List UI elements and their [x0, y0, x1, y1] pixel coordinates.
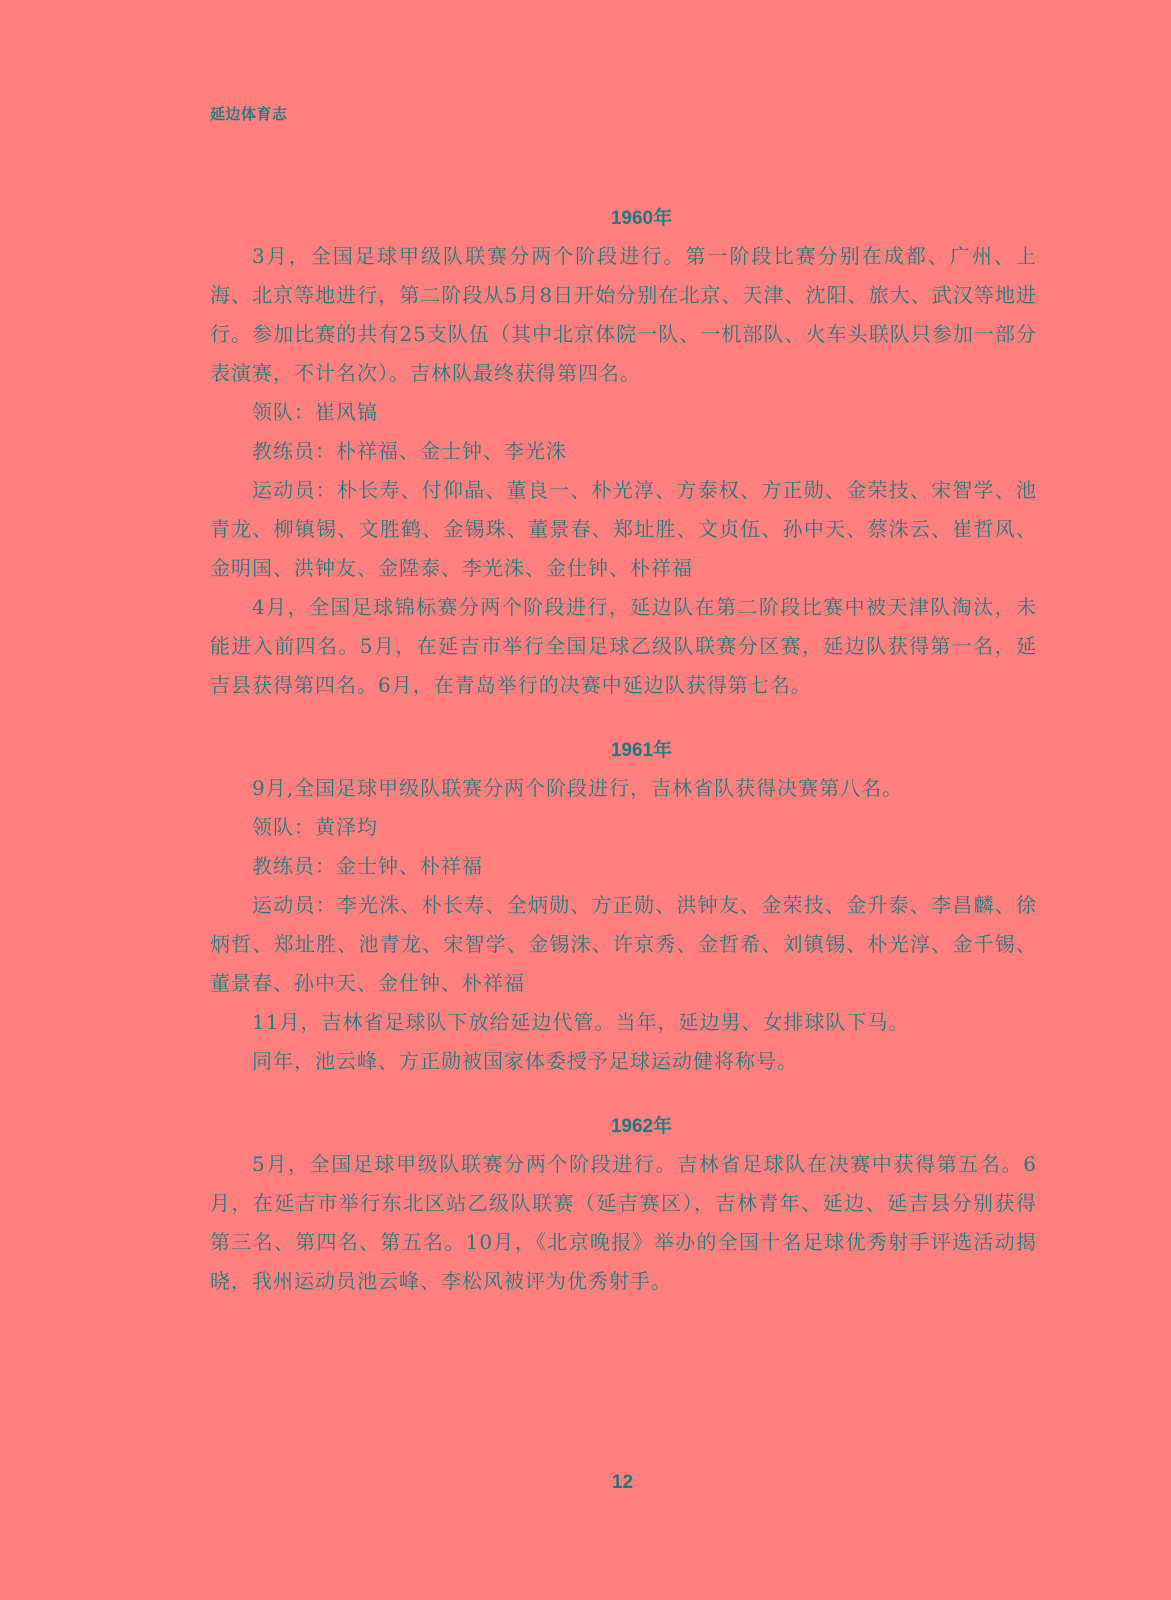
paragraph: 领队：黄泽均: [252, 815, 378, 839]
paragraph: 同年，池云峰、方正勋被国家体委授予足球运动健将称号。: [252, 1049, 798, 1073]
page-number: 12: [611, 1472, 634, 1493]
paragraph: 3月，全国足球甲级队联赛分两个阶段进行。第一阶段比赛分别在成都、广州、上海、北京等地进行，第二阶段从5月8日开始分别在北京、天津、沈阳、旅大、武汉等地进行。参加比赛的共有25支队伍（其中北京体院一队、一机部队、火车头联队只参加一部分表演赛，不计名次）。吉林队最终获得第四名。: [210, 244, 1037, 385]
paragraph: 教练员：金士钟、朴祥福: [252, 854, 483, 878]
year-heading: 1961年: [610, 740, 673, 761]
paragraph: 11月，吉林省足球队下放给延边代管。当年，延边男、女排球队下马。: [252, 1010, 910, 1034]
section-1960: [210, 203, 1037, 705]
section-1962: [210, 1111, 1037, 1301]
paragraph: 运动员：李光洙、朴长寿、全炳勋、方正勋、洪钟友、金荣技、金升泰、李昌麟、徐炳哲、郑址胜、池青龙、宋智学、金锡洙、许京秀、金哲希、刘镇锡、朴光淳、金千锡、董景春、孙中天、金仕钟、朴祥福: [210, 893, 1037, 995]
paragraph: 领队：崔风镐: [252, 400, 378, 424]
section-1961: [210, 735, 1037, 1081]
paragraph: 4月，全国足球锦标赛分两个阶段进行，延边队在第二阶段比赛中被天津队淘汰，未能进入前四名。5月，在延吉市举行全国足球乙级队联赛分区赛，延边队获得第一名，延吉县获得第四名。6月，在青岛举行的决赛中延边队获得第七名。: [210, 595, 1037, 697]
page-body: [210, 203, 1037, 1331]
year-heading: 1962年: [610, 1116, 673, 1137]
running-header: 延边体育志: [210, 105, 288, 123]
paragraph: 9月,全国足球甲级队联赛分两个阶段进行，吉林省队获得决赛第八名。: [252, 776, 904, 800]
paragraph: 运动员：朴长寿、付仰晶、董良一、朴光淳、方泰权、方正勋、金荣技、宋智学、池青龙、柳镇锡、文胜鹤、金锡珠、董景春、郑址胜、文贞伍、孙中天、蔡洙云、崔哲风、金明国、洪钟友、金陞泰、李光洙、金仕钟、朴祥福: [210, 478, 1037, 580]
paragraph: 5月，全国足球甲级队联赛分两个阶段进行。吉林省足球队在决赛中获得第五名。6月，在延吉市举行东北区站乙级队联赛（延吉赛区），吉林青年、延边、延吉县分别获得第三名、第四名、第五名。10月，《北京晚报》举办的全国十名足球优秀射手评选活动揭晓，我州运动员池云峰、李松风被评为优秀射手。: [210, 1152, 1037, 1293]
paragraph: 教练员：朴祥福、金士钟、李光洙: [252, 439, 567, 463]
year-heading: 1960年: [610, 208, 673, 229]
